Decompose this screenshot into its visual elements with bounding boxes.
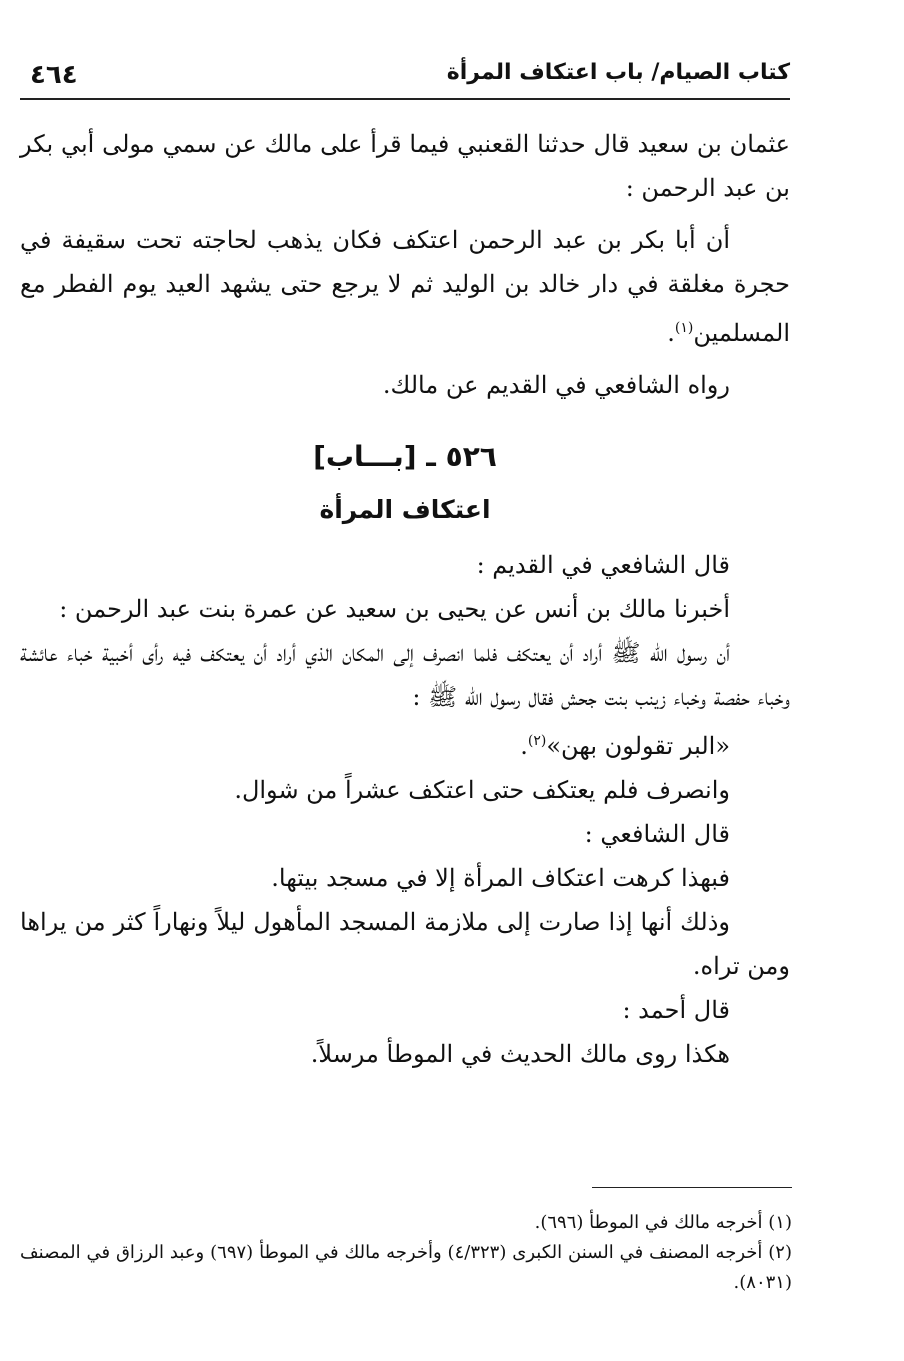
footnote-1: (١) أخرجه مالك في الموطأ (٦٩٦). xyxy=(534,1212,792,1233)
paragraph-qala-shafii: قال الشافعي : xyxy=(584,820,730,848)
paragraph-narration xyxy=(20,218,790,355)
page-number: ٤٦٤ xyxy=(30,60,78,90)
paragraph-insarafa: وانصرف فلم يعتكف حتى اعتكف عشراً من شوال. xyxy=(234,776,730,804)
paragraph-hadith: أن رسول الله ﷺ أراد أن يعتكف فلما انصرف إلى المكان الذي أراد أن يعتكف فيه رأى أخبية خباء عائشة وخباء حفصة وخباء زينب بنت جحش فقال رسول الله ﷺ : xyxy=(20,639,790,711)
narration-end: . xyxy=(667,319,675,347)
paragraph-qala-shafii-qadim: قال الشافعي في القديم : xyxy=(476,551,730,579)
paragraph-qala-ahmad: قال أحمد : xyxy=(622,996,730,1024)
main-text-block xyxy=(20,543,790,1076)
footnote-2: (٢) أخرجه المصنف في السنن الكبرى (٤/٣٢٣) وأخرجه مالك في الموطأ (٦٩٧) وعبد الرزاق في المصنف (٨٠٣١). xyxy=(20,1242,792,1293)
section-heading: اعتكاف المرأة xyxy=(319,495,491,524)
paragraph-hakadha: هكذا روى مالك الحديث في الموطأ مرسلاً. xyxy=(310,1040,730,1068)
paragraph-dhalika: وذلك أنها إذا صارت إلى ملازمة المسجد المأهول ليلاً ونهاراً كثر من يراها ومن تراه. xyxy=(20,908,790,980)
footnote-ref-1[interactable]: (١) xyxy=(674,320,694,336)
paragraph-fabihadha: فبهذا كرهت اعتكاف المرأة إلا في مسجد بيتها. xyxy=(271,864,730,892)
footnotes xyxy=(20,1208,792,1298)
paragraph-quote xyxy=(20,719,790,768)
running-header-title: كتاب الصيام/ باب اعتكاف المرأة xyxy=(446,60,790,85)
footnote-separator xyxy=(592,1187,792,1188)
quote-text: «البر تقولون بهن» xyxy=(546,732,730,760)
paragraph-akhbarana: أخبرنا مالك بن أنس عن يحيى بن سعيد عن عمرة بنت عبد الرحمن : xyxy=(59,595,730,623)
footnote-ref-2[interactable]: (٢) xyxy=(527,733,547,749)
chapter-heading: ٥٢٦ ـ [بـــاب] xyxy=(313,440,497,473)
quote-end: . xyxy=(520,732,528,760)
running-header xyxy=(20,58,790,100)
top-text-block xyxy=(20,122,790,407)
narration-text: أن أبا بكر بن عبد الرحمن اعتكف فكان يذهب لحاجته تحت سقيفة في حجرة مغلقة في دار خالد بن الوليد ثم لا يرجع حتى يشهد العيد يوم الفطر مع المسلمين xyxy=(20,226,790,347)
paragraph-isnad: عثمان بن سعيد قال حدثنا القعنبي فيما قرأ على مالك عن سمي مولى أبي بكر بن عبد الرحمن : xyxy=(20,130,790,202)
paragraph-riwayah: رواه الشافعي في القديم عن مالك. xyxy=(382,371,730,399)
